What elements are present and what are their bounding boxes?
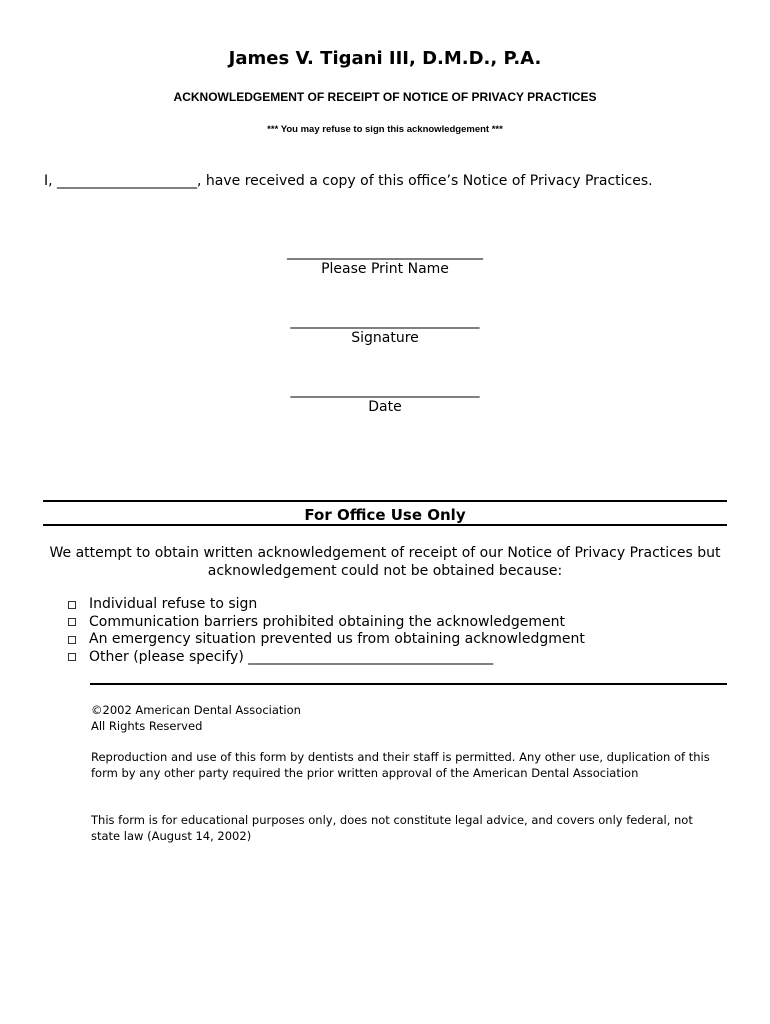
reason-label: Communication barriers prohibited obtaining the acknowledgement — [89, 613, 565, 630]
reason-item[interactable] — [68, 631, 585, 649]
reason-label: Other (please specify) ___________________________________ — [89, 648, 494, 665]
acknowledgement-statement: I, ____________________, have received a copy of this office’s Notice of Privacy Practices. — [44, 173, 653, 189]
office-use-title: For Office Use Only — [304, 506, 466, 524]
legal-disclaimer: This form is for educational purposes only, does not constitute legal advice, and covers only federal, not state law (August 14, 2002) — [91, 813, 693, 843]
footer-rule — [90, 683, 727, 685]
date-label: Date — [368, 399, 402, 415]
date-field[interactable] — [0, 382, 770, 416]
reason-checklist — [68, 596, 585, 666]
signature-line[interactable]: ___________________________ — [290, 313, 480, 329]
document-subtitle: ACKNOWLEDGEMENT OF RECEIPT OF NOTICE OF PRIVACY PRACTICES — [173, 90, 597, 104]
reproduction-notice: Reproduction and use of this form by dentists and their staff is permitted. Any other use, duplication of this form by any other party required the prior written approval of the American Dental Association — [91, 750, 710, 780]
checkbox[interactable] — [68, 618, 76, 626]
signature-field[interactable] — [0, 313, 770, 347]
reason-label: Individual refuse to sign — [89, 596, 258, 612]
copyright-block — [91, 702, 711, 734]
print-name-label: Please Print Name — [321, 261, 449, 277]
checkbox[interactable] — [68, 601, 76, 609]
rights-text: All Rights Reserved — [91, 719, 203, 733]
reason-item[interactable] — [68, 649, 585, 667]
reason-label: An emergency situation prevented us from obtaining acknowledgment — [89, 631, 585, 647]
checkbox[interactable] — [68, 653, 76, 661]
print-name-line[interactable]: ____________________________ — [287, 244, 483, 260]
checkbox[interactable] — [68, 636, 76, 644]
office-section-bottom-rule — [43, 524, 727, 526]
office-use-intro: We attempt to obtain written acknowledgement of receipt of our Notice of Privacy Practices but acknowledgement could not be obtained because: — [49, 545, 721, 579]
signature-label: Signature — [351, 330, 419, 346]
print-name-field[interactable] — [0, 244, 770, 278]
document-title: James V. Tigani III, D.M.D., P.A. — [228, 48, 542, 69]
reason-item[interactable] — [68, 596, 585, 614]
date-line[interactable]: ___________________________ — [290, 382, 480, 398]
office-section-top-rule — [43, 500, 727, 502]
copyright-text: ©2002 American Dental Association — [91, 703, 301, 717]
refusal-note: *** You may refuse to sign this acknowledgement *** — [267, 124, 503, 135]
reason-item[interactable] — [68, 614, 585, 632]
